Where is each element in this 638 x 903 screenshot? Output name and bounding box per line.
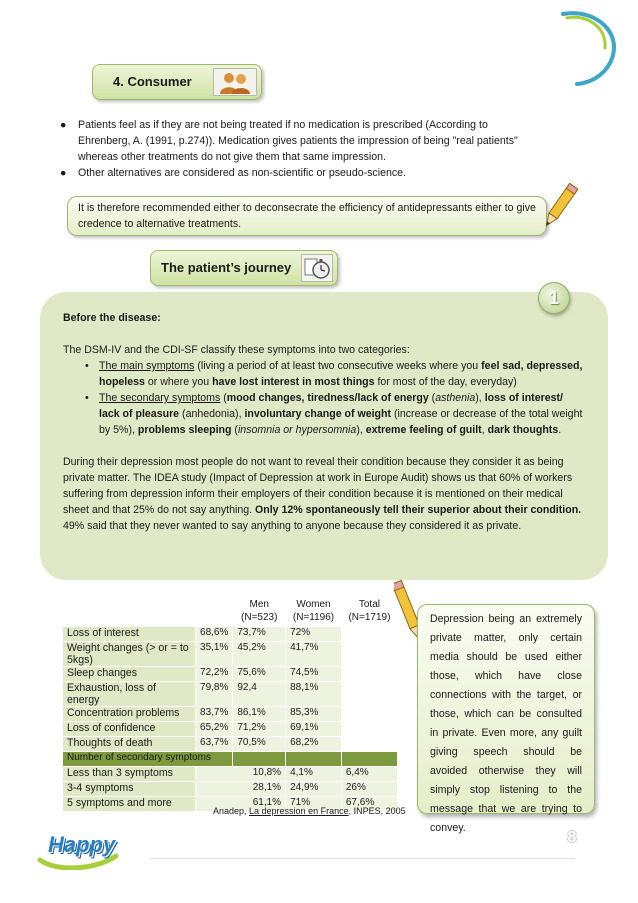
table-cell: 35,1%: [196, 642, 233, 667]
table-cell: 72,2%: [196, 667, 233, 682]
table-cell: 85,3%: [286, 707, 342, 722]
patient-journey-panel: [40, 292, 608, 580]
table-row: [63, 707, 398, 722]
table-cell: 74,5%: [286, 667, 342, 682]
table-row: [63, 737, 398, 752]
table-cell: 24,9%: [286, 782, 342, 797]
stopwatch-icon: [301, 254, 333, 282]
table-cell: 79,8%: [196, 682, 233, 707]
journey-paragraph: During their depression most people do not want to reveal their condition because they consider it as being private matter. The IDEA study (Impact of Depression at work in Europe Audit) shows us that 60% of workers suffering from depression inform their employers of their condition because it is mentioned on their medical sheet and that 25% do not say anything. Only 12% spontaneously tell their superior about their condition. 49% said that they never wanted to say anything to anyone because they considered it as private.: [63, 456, 582, 532]
table-cell: 68,2%: [286, 737, 342, 752]
table-cell: 65,2%: [196, 722, 233, 737]
table-row: [63, 682, 398, 707]
pencil-icon: [540, 180, 580, 232]
consumer-bullet-list: [58, 117, 533, 181]
media-recommendation-note: Depression being an extremely private matter, only certain media should be used either those, which have close connections with the target, or those, which can be consulted in private. Even more, any guilt giving speech should be avoided otherwise they will simply stop listening to the message that we are trying to convey.: [417, 604, 595, 814]
section-title: 4. Consumer: [113, 74, 192, 89]
footer-logo: [36, 826, 126, 870]
table-header-row: [63, 598, 398, 627]
table-cell: 75,6%: [233, 667, 286, 682]
table-cell: 71%: [286, 797, 342, 812]
table-cell: 83,7%: [196, 707, 233, 722]
section-header-consumer: [92, 64, 262, 100]
table-cell: 68,6%: [196, 627, 233, 642]
journey-heading: Before the disease:: [63, 312, 161, 324]
table-cell: 6,4%: [341, 767, 397, 782]
table-cell: 4,1%: [286, 767, 342, 782]
journey-title: The patient’s journey: [161, 260, 292, 275]
row-label: Loss of interest: [63, 627, 196, 642]
table-cell: 10,8%: [196, 767, 286, 782]
symptom-categories-list: [63, 358, 586, 438]
row-label: Exhaustion, loss of energy: [63, 682, 196, 707]
table-subheader-row: Number of secondary symptoms: [63, 752, 398, 767]
table-cell: 67,6%: [341, 797, 397, 812]
table-cell: 45,2%: [233, 642, 286, 667]
people-icon: [213, 68, 257, 96]
list-item: ● Other alternatives are considered as non-scientific or pseudo-science.: [60, 167, 406, 179]
symptoms-statistics-table: [62, 598, 398, 812]
row-label: Concentration problems: [63, 707, 196, 722]
table-row: [63, 642, 398, 667]
list-item: • The main symptoms (living a period of at least two consecutive weeks where you feel sad, depressed, hopeless or where you have lost interest in most things for most of the day, everyday): [85, 360, 583, 388]
row-label: Loss of confidence: [63, 722, 196, 737]
row-label: Thoughts of death: [63, 737, 196, 752]
table-cell: 92,4: [233, 682, 286, 707]
footer-line: [150, 858, 575, 859]
row-label: Less than 3 symptoms: [63, 767, 196, 782]
note-text: It is therefore recommended either to deconsecrate the efficiency of antidepressants either to give credence to alternative treatments.: [78, 202, 536, 230]
journey-intro: The DSM-IV and the CDI-SF classify these symptoms into two categories:: [63, 344, 410, 356]
table-row: [63, 722, 398, 737]
column-header: Women (N=1196): [292, 599, 335, 623]
table-cell: 63,7%: [196, 737, 233, 752]
swoosh-logo-icon: [555, 8, 625, 88]
step-number-badge: 1: [538, 282, 570, 314]
row-label: Sleep changes: [63, 667, 196, 682]
recommendation-note: [67, 196, 547, 236]
row-label: 5 symptoms and more: [63, 797, 196, 812]
table-row: [63, 782, 398, 797]
column-header: Men (N=523): [241, 599, 278, 623]
table-cell: 70,5%: [233, 737, 286, 752]
list-item: • The secondary symptoms (mood changes, tiredness/lack of energy (asthenia), loss of interest/ lack of pleasure (anhedonia), involuntary change of weight (increase or decrease of the total weight by 5%), problems sleeping (insomnia or hypersomnia), extreme feeling of guilt, dark thoughts.: [85, 392, 583, 436]
page-number: 8: [567, 829, 577, 846]
table-cell: 61,1%: [196, 797, 286, 812]
list-item: ● Patients feel as if they are not being treated if no medication is prescribed (According to Ehrenberg, A. (1991, p.274)). Medication gives patients the impression of being "real patients" whereas other treatments do not give them that same impression.: [60, 119, 518, 163]
table-cell: 72%: [286, 627, 342, 642]
section-header-patient-journey: [150, 250, 338, 286]
table-cell: 69,1%: [286, 722, 342, 737]
table-row: [63, 667, 398, 682]
table-cell: 73,7%: [233, 627, 286, 642]
table-cell: 86,1%: [233, 707, 286, 722]
table-cell: 41,7%: [286, 642, 342, 667]
table-cell: 28,1%: [196, 782, 286, 797]
table-source: Anadep, La depression en France, INPES, 2005: [213, 806, 406, 816]
table-cell: 71,2%: [233, 722, 286, 737]
row-label: 3-4 symptoms: [63, 782, 196, 797]
column-header: Total (N=1719): [348, 599, 391, 623]
row-label: Weight changes (> or = to 5kgs): [63, 642, 196, 667]
table-cell: 26%: [341, 782, 397, 797]
table-row: [63, 627, 398, 642]
table-row: [63, 767, 398, 782]
logo-text: Happy: [48, 832, 116, 857]
table-cell: 88,1%: [286, 682, 342, 707]
